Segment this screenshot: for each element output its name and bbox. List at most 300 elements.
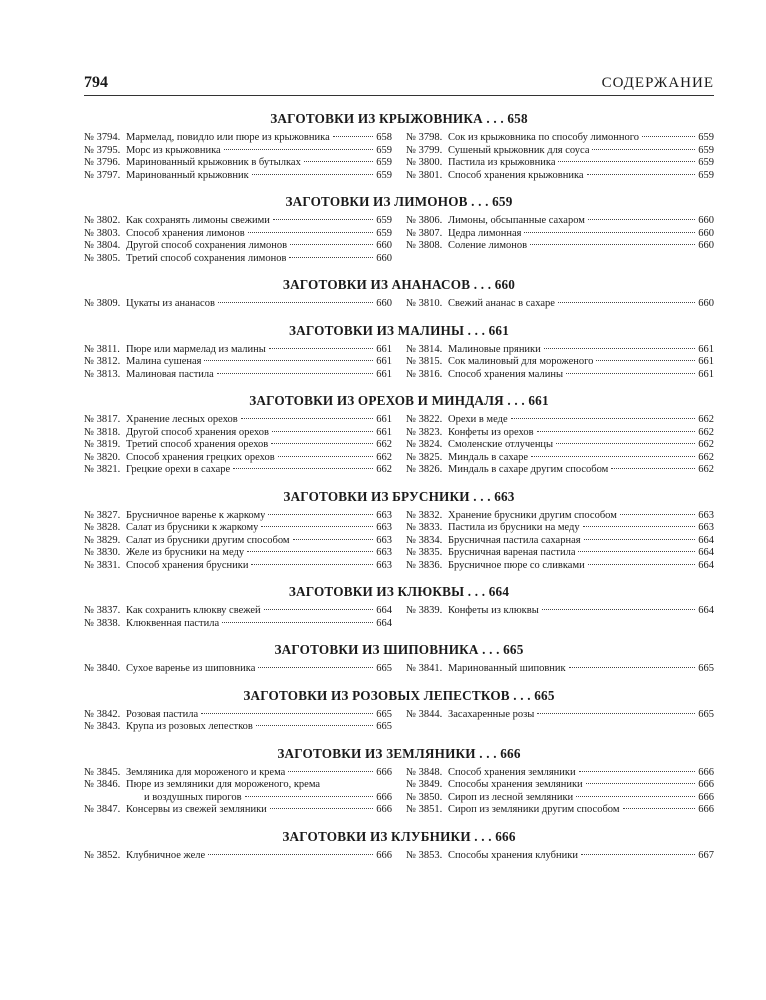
dot-leader [592,149,695,150]
dot-leader [620,514,695,515]
dot-leader [611,468,695,469]
dot-leader [542,609,695,610]
entry-title: Сироп из земляники другим способом [448,804,620,815]
entry-page: 663 [376,509,392,521]
entry-number: № 3806. [406,215,443,226]
entry-number: № 3819. [84,439,121,450]
toc-entry[interactable] [84,779,392,792]
toc-entry[interactable] [406,427,714,440]
entry-title: Третий способ хранения орехов [126,439,269,450]
entry-title: Сухое варенье из шиповника [126,663,256,674]
dot-leader [217,373,373,374]
entry-page: 665 [376,721,392,732]
entry-page: 660 [698,227,714,239]
toc-entry[interactable] [84,709,392,722]
entry-title: Цедра лимонная [448,227,522,239]
dot-leader [251,564,373,565]
right-column [406,605,714,630]
left-column [84,132,392,182]
section-columns [84,414,714,477]
entry-title: Маринованный крыжовник в бутылках [126,157,301,168]
left-column [84,344,392,382]
toc-entry[interactable] [406,779,714,792]
left-column [84,663,392,676]
entry-title: Способ хранения крыжовника [448,169,584,181]
entry-page: 665 [376,663,392,674]
dot-leader [586,783,696,784]
entry-page: 663 [376,547,392,558]
entry-page: 661 [376,343,392,355]
entry-title-continued: и воздушных пирогов [144,791,242,803]
entry-number: № 3853. [406,849,443,861]
dot-leader [278,456,374,457]
toc-entry[interactable] [406,157,714,170]
dot-leader [247,551,373,552]
entry-page: 662 [698,451,714,463]
entry-number: № 3828. [84,522,121,533]
toc-entry[interactable] [406,522,714,535]
dot-leader [588,564,696,565]
entry-page: 659 [698,132,714,143]
toc-entry[interactable] [84,510,392,523]
entry-number: № 3811. [84,343,120,355]
toc-section [84,106,714,182]
running-head [84,74,714,96]
toc-entry[interactable] [84,522,392,535]
entry-title: Как сохранить клюкву свежей [126,605,261,616]
dot-leader [596,360,695,361]
toc-entry[interactable] [406,228,714,241]
entry-title: Грецкие орехи в сахаре [126,464,231,475]
entry-page: 666 [376,849,392,861]
toc-entry[interactable] [84,464,392,477]
entry-number: № 3842. [84,708,121,720]
entry-page: 666 [376,804,392,815]
entry-page: 666 [698,766,714,778]
dot-leader [531,456,695,457]
toc-entry[interactable] [406,298,714,311]
dot-leader [293,539,374,540]
entry-title: Орехи в меде [448,414,508,425]
toc-entry[interactable] [84,369,392,382]
toc-entry[interactable] [84,535,392,548]
entry-number: № 3820. [84,451,121,463]
entry-page: 660 [698,240,714,251]
right-column [406,709,714,734]
toc-entry[interactable] [406,605,714,618]
entry-page: 667 [698,849,714,861]
toc-entry[interactable] [406,356,714,369]
section-columns [84,510,714,573]
toc-entry[interactable] [84,547,392,560]
entry-number: № 3827. [84,509,121,521]
toc-entry-continuation[interactable] [84,792,392,805]
left-column [84,605,392,630]
entry-page: 660 [698,298,714,309]
entry-number: № 3840. [84,663,121,674]
entry-number: № 3816. [406,368,443,380]
section-title: ЗАГОТОВКИ ИЗ ШИПОВНИКА . . . 665 [274,642,524,657]
dot-leader [530,244,695,245]
entry-title: Способ хранения малины [448,368,564,380]
entry-title: Способ хранения земляники [448,766,576,778]
entry-number: № 3801. [406,169,443,181]
entry-number: № 3847. [84,804,121,815]
entry-number: № 3830. [84,547,121,558]
right-column [406,132,714,182]
entry-page: 665 [376,708,392,720]
entry-page: 662 [698,464,714,475]
right-column [406,298,714,311]
entry-number: № 3815. [406,356,443,367]
toc-section [84,741,714,817]
entry-page: 662 [698,414,714,425]
section-columns [84,767,714,817]
dot-leader [241,418,374,419]
dot-leader [587,174,696,175]
entry-title: Соление лимонов [448,240,528,251]
entry-title: Клюквенная пастила [126,617,220,629]
entry-page: 660 [376,252,392,264]
toc-entry[interactable] [406,240,714,253]
entry-number: № 3794. [84,132,121,143]
dot-leader [270,808,373,809]
toc-entry[interactable] [84,170,392,183]
entry-number: № 3818. [84,426,121,438]
entry-page: 663 [698,509,714,521]
entry-number: № 3833. [406,522,443,533]
toc-entry[interactable] [406,215,714,228]
section-title: ЗАГОТОВКИ ИЗ КРЫЖОВНИКА . . . 658 [270,111,528,126]
entry-title: Свежий ананас в сахаре [448,298,555,309]
toc-entry[interactable] [84,240,392,253]
entry-number: № 3800. [406,157,443,168]
entry-title: Смоленские отлученцы [448,439,554,450]
entry-number: № 3809. [84,298,121,309]
entry-title: Консервы из свежей земляники [126,804,267,815]
dot-leader [581,854,695,855]
toc-entry[interactable] [406,767,714,780]
right-column [406,414,714,477]
entry-page: 658 [376,132,392,143]
entry-number: № 3834. [406,534,443,546]
table-of-contents [84,106,714,869]
right-column [406,510,714,573]
dot-leader [224,149,374,150]
toc-entry[interactable] [84,767,392,780]
entry-title: Малиновая пастила [126,368,214,380]
entry-number: № 3829. [84,534,121,546]
entry-title: Пастила из крыжовника [448,157,556,168]
toc-entry[interactable] [406,850,714,863]
toc-entry[interactable] [406,414,714,427]
entry-title: Малиновые пряники [448,343,541,355]
section-title: ЗАГОТОВКИ ИЗ АНАНАСОВ . . . 660 [282,277,516,292]
right-column [406,767,714,817]
toc-entry[interactable] [84,344,392,357]
entry-page: 663 [376,559,392,571]
toc-section [84,318,714,382]
right-column [406,215,714,265]
dot-leader [623,808,696,809]
toc-entry[interactable] [406,464,714,477]
toc-entry[interactable] [406,170,714,183]
entry-title: Маринованный шиповник [448,663,566,674]
dot-leader [576,796,695,797]
dot-leader [264,609,374,610]
entry-title: Пюре или мармелад из малины [126,343,266,355]
toc-entry[interactable] [406,439,714,452]
toc-entry[interactable] [84,145,392,158]
toc-entry[interactable] [84,605,392,618]
toc-entry[interactable] [84,356,392,369]
toc-entry[interactable] [84,298,392,311]
dot-leader [558,161,695,162]
dot-leader [642,136,695,137]
entry-page: 663 [376,522,392,533]
entry-page: 664 [376,605,392,616]
entry-title: Засахаренные розы [448,708,535,720]
toc-section [84,683,714,734]
entry-title: Сироп из лесной земляники [448,791,574,803]
entry-title: Способы хранения земляники [448,779,583,790]
dot-leader [252,174,374,175]
toc-section [84,189,714,265]
dot-leader [271,443,373,444]
toc-entry[interactable] [84,618,392,631]
entry-page: 661 [376,426,392,438]
toc-entry[interactable] [84,721,392,734]
entry-title: Розовая пастила [126,708,199,720]
toc-entry[interactable] [84,439,392,452]
dot-leader [258,667,373,668]
left-column [84,215,392,265]
toc-entry[interactable] [406,535,714,548]
dot-leader [333,136,374,137]
entry-page: 666 [376,766,392,778]
right-column [406,850,714,863]
entry-number: № 3817. [84,414,121,425]
entry-page: 659 [376,227,392,239]
toc-entry[interactable] [406,792,714,805]
dot-leader [524,232,695,233]
toc-entry[interactable] [406,132,714,145]
entry-page: 666 [698,779,714,790]
section-title: ЗАГОТОВКИ ИЗ МАЛИНЫ . . . 661 [288,322,510,338]
entry-title: Брусничная вареная пастила [448,547,576,558]
entry-page: 666 [698,804,714,815]
toc-entry[interactable] [406,709,714,722]
section-columns [84,663,714,676]
section-columns [84,709,714,734]
entry-page: 664 [698,547,714,558]
entry-number: № 3843. [84,721,121,732]
entry-number: № 3838. [84,617,121,629]
entry-title: Салат из брусники к жаркому [126,522,259,533]
entry-number: № 3799. [406,144,443,156]
dot-leader [578,551,695,552]
entry-page: 659 [698,169,714,181]
left-column [84,850,392,863]
entry-title: Способы хранения клубники [448,849,578,861]
toc-section [84,388,714,477]
dot-leader [579,771,696,772]
right-column [406,663,714,676]
toc-entry[interactable] [84,427,392,440]
dot-leader [261,526,373,527]
entry-page: 662 [376,451,392,463]
dot-leader [290,244,373,245]
dot-leader [201,713,373,714]
left-column [84,709,392,734]
entry-title: Другой способ хранения орехов [126,426,269,438]
toc-entry[interactable] [84,850,392,863]
dot-leader [288,771,373,772]
section-columns [84,344,714,382]
entry-number: № 3797. [84,169,121,181]
entry-number: № 3826. [406,464,443,475]
toc-entry[interactable] [84,452,392,465]
entry-title: Хранение брусники другим способом [448,509,617,521]
section-columns [84,215,714,265]
section-title: ЗАГОТОВКИ ИЗ ЗЕМЛЯНИКИ . . . 666 [277,745,521,761]
toc-section [84,824,714,863]
entry-title: Конфеты из орехов [448,426,534,438]
left-column [84,298,392,311]
section-title: ЗАГОТОВКИ ИЗ БРУСНИКИ . . . 663 [283,488,515,504]
entry-page: 661 [698,356,714,367]
entry-title: Третий способ сохранения лимонов [126,252,287,264]
entry-page: 661 [698,343,714,355]
entry-page: 659 [376,144,392,156]
section-columns [84,298,714,311]
entry-title: Цукаты из ананасов [126,298,215,309]
entry-page: 659 [698,157,714,168]
dot-leader [204,360,373,361]
dot-leader [289,257,373,258]
entry-title: Лимоны, обсыпанные сахаром [448,215,585,226]
entry-page: 663 [376,534,392,546]
toc-entry[interactable] [406,145,714,158]
toc-entry[interactable] [406,804,714,817]
dot-leader [222,622,373,623]
entry-number: № 3831. [84,559,121,571]
entry-title: Как сохранять лимоны свежими [126,215,270,226]
toc-entry[interactable] [406,663,714,676]
entry-number: № 3835. [406,547,443,558]
entry-page: 666 [698,791,714,803]
entry-title: Желе из брусники на меду [126,547,245,558]
entry-number: № 3802. [84,215,121,226]
section-columns [84,132,714,182]
toc-entry[interactable] [406,510,714,523]
entry-page: 666 [376,791,392,803]
toc-entry[interactable] [406,560,714,573]
toc-entry[interactable] [84,663,392,676]
dot-leader [558,302,695,303]
entry-number: № 3849. [406,779,443,790]
entry-number: № 3844. [406,708,443,720]
entry-page: 662 [376,439,392,450]
entry-title: Мармелад, повидло или пюре из крыжовника [126,132,330,143]
entry-page: 663 [698,522,714,533]
entry-number: № 3795. [84,144,121,156]
section-columns [84,605,714,630]
entry-title: Миндаль в сахаре другим способом [448,464,609,475]
dot-leader [566,373,695,374]
entry-page: 661 [376,356,392,367]
entry-title: Пастила из брусники на меду [448,522,580,533]
entry-number: № 3803. [84,227,121,239]
entry-number: № 3836. [406,559,443,571]
entry-title: Брусничное пюре со сливками [448,559,585,571]
entry-page: 664 [698,534,714,546]
toc-entry[interactable] [84,228,392,241]
entry-page: 665 [698,708,714,720]
entry-page: 659 [698,144,714,156]
toc-entry[interactable] [84,560,392,573]
dot-leader [269,348,373,349]
dot-leader [208,854,373,855]
dot-leader [233,468,373,469]
entry-title: Малина сушеная [126,356,202,367]
left-column [84,767,392,817]
entry-page: 665 [698,663,714,674]
entry-number: № 3851. [406,804,443,815]
entry-page: 662 [698,439,714,450]
entry-page: 660 [376,298,392,309]
toc-entry[interactable] [84,157,392,170]
dot-leader [537,713,695,714]
entry-number: № 3808. [406,240,443,251]
toc-entry[interactable] [84,804,392,817]
entry-title: Способ хранения грецких орехов [126,451,275,463]
entry-title: Салат из брусники другим способом [126,534,290,546]
entry-title: Сушеный крыжовник для соуса [448,144,590,156]
dot-leader [537,431,696,432]
toc-entry[interactable] [406,547,714,560]
entry-number: № 3845. [84,766,121,778]
entry-title: Морс из крыжовника [126,144,221,156]
toc-entry[interactable] [84,414,392,427]
dot-leader [256,725,373,726]
entry-number: № 3822. [406,414,443,425]
entry-title: Хранение лесных орехов [126,414,238,425]
toc-entry[interactable] [84,215,392,228]
dot-leader [304,161,373,162]
toc-entry[interactable] [84,253,392,266]
dot-leader [569,667,696,668]
entry-page: 659 [376,215,392,226]
entry-number: № 3821. [84,464,121,475]
entry-number: № 3839. [406,605,443,616]
dot-leader [583,526,696,527]
entry-number: № 3796. [84,157,121,168]
entry-page: 659 [376,169,392,181]
entry-number: № 3824. [406,439,443,450]
toc-entry[interactable] [406,452,714,465]
entry-number: № 3825. [406,451,443,463]
dot-leader [245,796,374,797]
toc-entry[interactable] [406,344,714,357]
entry-title: Способ хранения брусники [126,559,249,571]
toc-entry[interactable] [406,369,714,382]
dot-leader [511,418,696,419]
toc-entry[interactable] [84,132,392,145]
entry-title: Земляника для мороженого и крема [126,766,286,778]
entry-title: Крупа из розовых лепестков [126,721,253,732]
entry-number: № 3850. [406,791,443,803]
